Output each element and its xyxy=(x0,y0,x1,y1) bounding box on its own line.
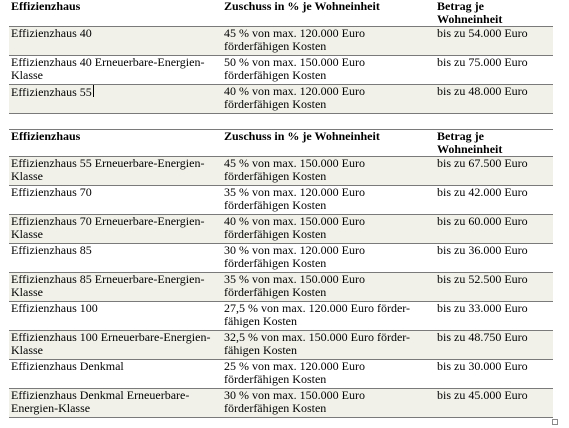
cell-subsidy[interactable]: 50 % von max. 150.000 Euro förderfähigen Kosten xyxy=(222,56,435,85)
table-row xyxy=(9,302,553,331)
cell-house-type[interactable]: Effizienzhaus 70 xyxy=(9,186,222,215)
cell-amount[interactable]: bis zu 48.000 Euro xyxy=(435,85,553,114)
cell-amount[interactable]: bis zu 33.000 Euro xyxy=(435,302,553,331)
text-cursor xyxy=(93,85,94,97)
cell-house-type[interactable]: Effizienzhaus 40 Erneuerbare-Energien-Klasse xyxy=(9,56,222,85)
cell-house-type[interactable]: Effizienzhaus 85 Erneuerbare-Energien-Klasse xyxy=(9,273,222,302)
cell-house-type[interactable]: Effizienzhaus 55 Erneuerbare-Energien-Klasse xyxy=(9,157,222,186)
cell-subsidy[interactable]: 30 % von max. 150.000 Euro förderfähigen Kosten xyxy=(222,389,435,418)
cell-amount[interactable]: bis zu 48.750 Euro xyxy=(435,331,553,360)
end-of-table-mark xyxy=(552,419,558,425)
header-betrag: Betrag je Wohneinheit xyxy=(435,0,553,27)
table-header-row xyxy=(9,0,553,27)
cell-amount[interactable]: bis zu 75.000 Euro xyxy=(435,56,553,85)
cell-house-type[interactable]: Effizienzhaus 70 Erneuerbare-Energien-Klasse xyxy=(9,215,222,244)
cell-subsidy[interactable]: 40 % von max. 120.000 Euro förderfähigen Kosten xyxy=(222,85,435,114)
cell-amount[interactable]: bis zu 54.000 Euro xyxy=(435,27,553,56)
cell-house-type[interactable]: Effizienzhaus 40 xyxy=(9,27,222,56)
cell-amount[interactable]: bis zu 60.000 Euro xyxy=(435,215,553,244)
header-effizienzhaus: Effizienzhaus xyxy=(9,0,222,27)
cell-amount[interactable]: bis zu 36.000 Euro xyxy=(435,244,553,273)
table-row xyxy=(9,56,553,85)
cell-amount[interactable]: bis zu 45.000 Euro xyxy=(435,389,553,418)
cell-amount[interactable]: bis zu 67.500 Euro xyxy=(435,157,553,186)
header-betrag: Betrag je Wohneinheit xyxy=(435,130,553,157)
table-row xyxy=(9,157,553,186)
cell-subsidy[interactable]: 27,5 % von max. 120.000 Euro förder-fähigen Kosten xyxy=(222,302,435,331)
cell-subsidy[interactable]: 35 % von max. 150.000 Euro förderfähigen Kosten xyxy=(222,273,435,302)
table-row xyxy=(9,186,553,215)
cell-amount[interactable]: bis zu 52.500 Euro xyxy=(435,273,553,302)
cell-subsidy[interactable]: 32,5 % von max. 150.000 Euro förder-fähigen Kosten xyxy=(222,331,435,360)
table-row xyxy=(9,215,553,244)
cell-subsidy[interactable]: 30 % von max. 120.000 Euro förderfähigen Kosten xyxy=(222,244,435,273)
cell-house-type-text: Effizienzhaus 55 xyxy=(11,85,92,99)
funding-table-2 xyxy=(9,129,553,418)
cell-amount[interactable]: bis zu 30.000 Euro xyxy=(435,360,553,389)
cell-house-type[interactable]: Effizienzhaus Denkmal Erneuerbare-Energien-Klasse xyxy=(9,389,222,418)
cell-house-type[interactable]: Effizienzhaus 85 xyxy=(9,244,222,273)
cell-house-type[interactable]: Effizienzhaus 100 Erneuerbare-Energien-Klasse xyxy=(9,331,222,360)
table-row xyxy=(9,389,553,418)
funding-table-1 xyxy=(9,0,553,114)
cell-house-type[interactable]: Effizienzhaus 100 xyxy=(9,302,222,331)
header-zuschuss: Zuschuss in % je Wohneinheit xyxy=(222,130,435,157)
table-row xyxy=(9,273,553,302)
table-row xyxy=(9,27,553,56)
table-header-row xyxy=(9,130,553,157)
header-effizienzhaus: Effizienzhaus xyxy=(9,130,222,157)
cell-amount[interactable]: bis zu 42.000 Euro xyxy=(435,186,553,215)
table-row xyxy=(9,331,553,360)
table-row xyxy=(9,85,553,114)
table-row xyxy=(9,244,553,273)
cell-subsidy[interactable]: 45 % von max. 150.000 Euro förderfähigen Kosten xyxy=(222,157,435,186)
header-zuschuss: Zuschuss in % je Wohneinheit xyxy=(222,0,435,27)
cell-house-type[interactable] xyxy=(9,85,222,114)
cell-subsidy[interactable]: 35 % von max. 120.000 Euro förderfähigen Kosten xyxy=(222,186,435,215)
cell-subsidy[interactable]: 25 % von max. 120.000 Euro förderfähigen Kosten xyxy=(222,360,435,389)
cell-subsidy[interactable]: 45 % von max. 120.000 Euro förderfähigen Kosten xyxy=(222,27,435,56)
table-row xyxy=(9,360,553,389)
cell-subsidy[interactable]: 40 % von max. 150.000 Euro förderfähigen Kosten xyxy=(222,215,435,244)
cell-house-type[interactable]: Effizienzhaus Denkmal xyxy=(9,360,222,389)
